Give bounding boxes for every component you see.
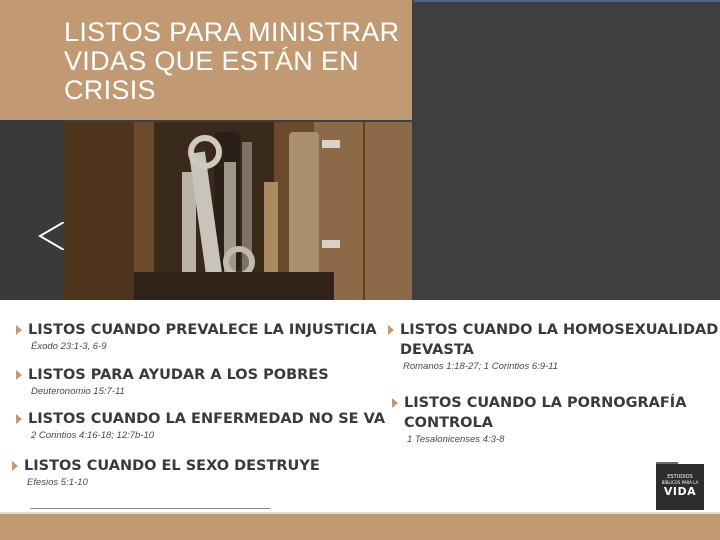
item-reference: Deuteronomio 15:7-11 [31,386,125,397]
item-reference: 1 Tesalonicenses 4:3-8 [407,434,505,445]
triangle-bullet-icon [16,325,22,335]
item-reference: Éxodo 23:1-3, 6-9 [31,341,107,352]
footer-divider [30,508,270,509]
triangle-bullet-icon [16,414,22,424]
list-item [16,320,377,353]
left-dark-panel [0,120,64,300]
list-item [16,409,385,442]
chevron-left-icon [38,222,64,250]
item-heading: LISTOS CUANDO LA HOMOSEXUALIDAD [400,322,719,338]
list-item [388,320,720,373]
title-line-3: CRISIS [64,75,156,105]
item-reference: 2 Corintios 4:16-18; 12:7b-10 [31,430,155,441]
item-heading-continued: CONTROLA [404,415,493,431]
item-heading: LISTOS CUANDO LA PORNOGRAFÍA [404,395,687,411]
item-heading: LISTOS PARA AYUDAR A LOS POBRES [28,367,329,383]
list-item [12,456,320,489]
top-accent-line [414,0,720,2]
toolbox-illustration [64,122,412,300]
item-heading: LISTOS CUANDO LA ENFERMEDAD NO SE VA [28,411,386,427]
triangle-bullet-icon [392,398,398,408]
triangle-bullet-icon [16,370,22,380]
triangle-bullet-icon [12,461,18,471]
triangle-bullet-icon [388,325,394,335]
bottom-band [0,514,720,540]
item-heading-continued: DEVASTA [400,342,474,358]
title-panel [0,0,412,120]
page-title [64,18,404,105]
publisher-logo: ESTUDIOS BÍBLICOS PARA LA VIDA [656,464,704,510]
list-item [16,365,329,398]
item-heading: LISTOS CUANDO EL SEXO DESTRUYE [24,458,320,474]
title-line-1: LISTOS PARA MINISTRAR [64,17,400,47]
item-heading: LISTOS CUANDO PREVALECE LA INJUSTICIA [28,322,377,338]
item-reference: Efesios 5:1-10 [27,477,88,488]
list-item [392,393,686,446]
toolbox-photo [64,122,412,300]
item-reference: Romanos 1:18-27; 1 Corintios 6:9-11 [403,361,559,372]
title-line-2: VIDAS QUE ESTÁN EN [64,46,359,76]
